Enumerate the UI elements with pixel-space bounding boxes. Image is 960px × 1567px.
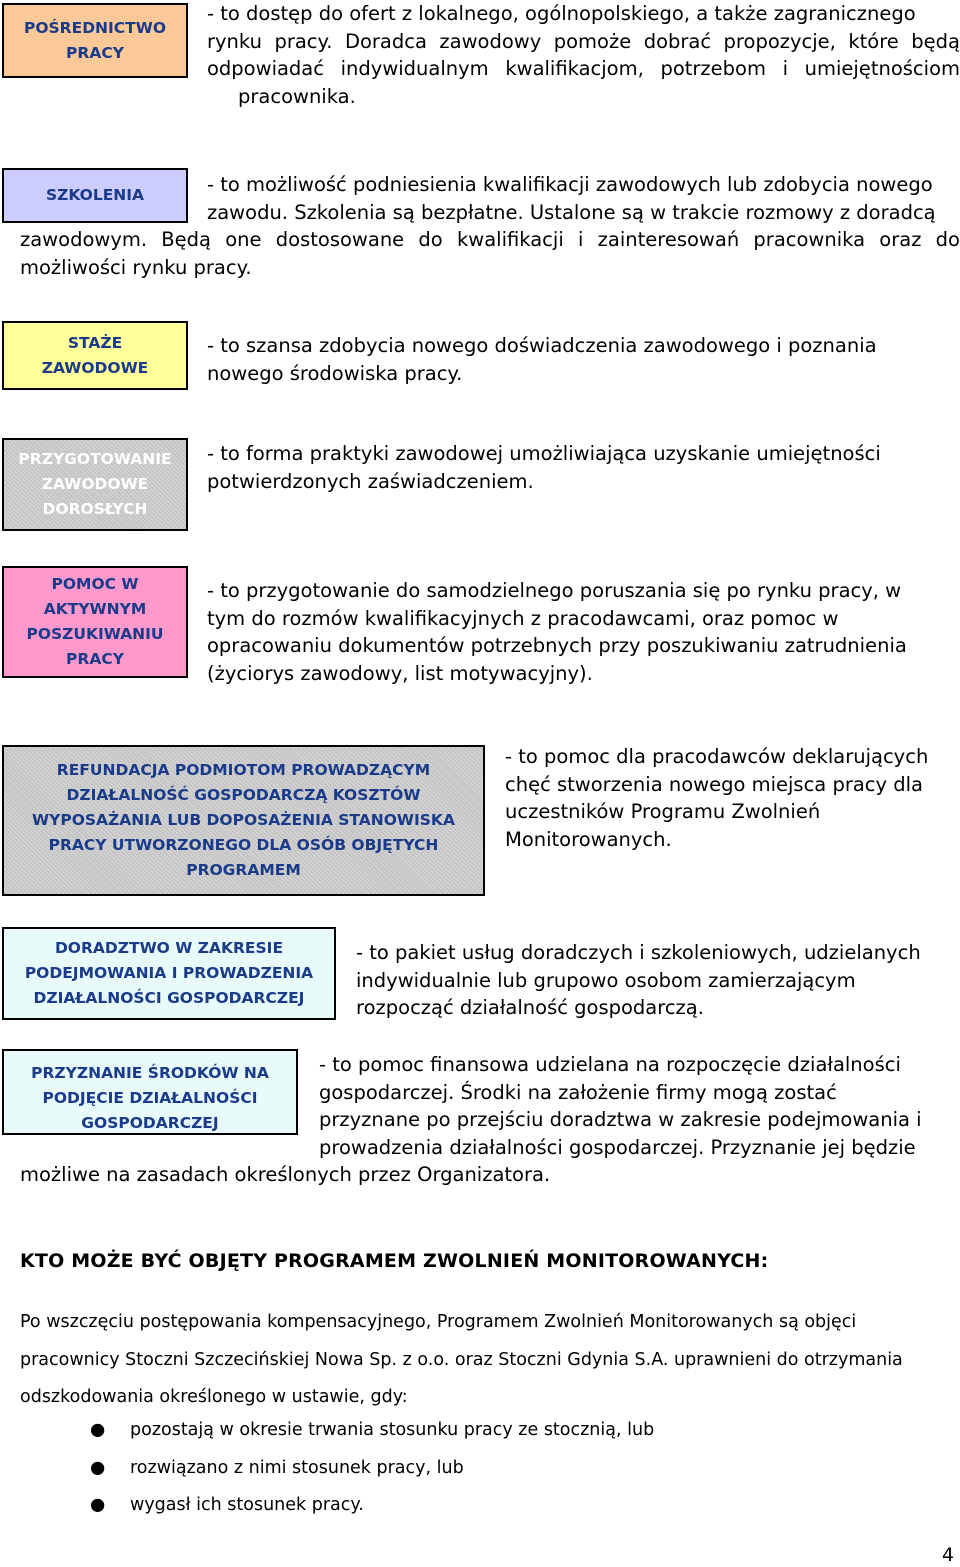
label-pomoc-w-poszukiwaniu: POMOC W AKTYWNYM POSZUKIWANIU PRACY (2, 566, 188, 678)
label-przyznanie-srodkow: PRZYZNANIE ŚRODKÓW NA PODJĘCIE DZIAŁALNOŚCI GOSPODARCZEJ (2, 1049, 298, 1135)
desc-posrednictwo-pracy: - to dostęp do ofert z lokalnego, ogólnopolskiego, a także zagranicznego rynku pracy. Doradca zawodowy pomoże dobrać propozycje, które będą odpowiadać indywidualnym kwalifikacjom, potrzebom i umiejętnościom pracownika. (207, 2, 960, 108)
label-szkolenia: SZKOLENIA (2, 168, 188, 223)
eligibility-list (90, 1412, 654, 1525)
list-item: ● wygasł ich stosunek pracy. (90, 1487, 654, 1525)
list-item: ● rozwiązano z nimi stosunek pracy, lub (90, 1450, 654, 1488)
intro-line: pracownicy Stoczni Szczecińskiej Nowa Sp. z o.o. oraz Stoczni Gdynia S.A. uprawnieni do otrzymania (20, 1349, 903, 1370)
page-number: 4 (941, 1544, 954, 1566)
intro-line: odszkodowania określonego w ustawie, gdy: (20, 1387, 408, 1407)
desc-szkolenia: - to możliwość podniesienia kwalifikacji zawodowych lub zdobycia nowego zawodu. Szkolenia są bezpłatne. Ustalone są w trakcie rozmowy z doradcą zawodowym. Będą one dostosowane do kwalifikacji i zainteresowań pracownika oraz do możliwości rynku pracy. (20, 173, 960, 279)
label-przygotowanie-zawodowe: PRZYGOTOWANIE ZAWODOWE DOROSŁYCH (2, 438, 188, 531)
list-item: ● pozostają w okresie trwania stosunku pracy ze stocznią, lub (90, 1412, 654, 1450)
desc-pomoc-w-poszukiwaniu: - to przygotowanie do samodzielnego poruszania się po rynku pracy, w tym do rozmów kwalifikacyjnych z pracodawcami, oraz pomoc w opracowaniu dokumentów potrzebnych przy poszukiwaniu zatrudnienia (życiorys zawodowy, list motywacyjny). (207, 579, 907, 685)
bullet-icon: ● (90, 1457, 106, 1478)
label-staze-zawodowe: STAŻE ZAWODOWE (2, 321, 188, 390)
section-heading: KTO MOŻE BYĆ OBJĘTY PROGRAMEM ZWOLNIEŃ MONITOROWANYCH: (20, 1250, 769, 1272)
desc-przyznanie-srodkow: - to pomoc finansowa udzielana na rozpoczęcie działalności gospodarczej. Środki na założenie firmy mogą zostać przyznane po przejściu doradztwa w zakresie podejmowania i prowadzenia działalności gospodarczej. Przyznanie jej będzie możliwe na zasadach określonych przez Organizatora. (20, 1053, 922, 1186)
intro-line: Po wszczęciu postępowania kompensacyjnego, Programem Zwolnień Monitorowanych są objęci (20, 1312, 857, 1332)
bullet-icon: ● (90, 1420, 106, 1440)
bullet-icon: ● (90, 1495, 106, 1515)
desc-staze-zawodowe: - to szansa zdobycia nowego doświadczenia zawodowego i poznania nowego środowiska pracy. (207, 334, 877, 385)
desc-przygotowanie-zawodowe: - to forma praktyki zawodowej umożliwiająca uzyskanie umiejętności potwierdzonych zaświadczeniem. (207, 442, 881, 493)
label-posrednictwo-pracy: POŚREDNICTWO PRACY (2, 3, 188, 78)
label-doradztwo: DORADZTWO W ZAKRESIE PODEJMOWANIA I PROWADZENIA DZIAŁALNOŚCI GOSPODARCZEJ (2, 927, 336, 1020)
desc-refundacja: - to pomoc dla pracodawców deklarujących chęć stworzenia nowego miejsca pracy dla uczestników Programu Zwolnień Monitorowanych. (505, 745, 929, 851)
section-intro (20, 1304, 960, 1417)
desc-doradztwo: - to pakiet usług doradczych i szkoleniowych, udzielanych indywidualnie lub grupowo osobom zamierzającym rozpocząć działalność gospodarczą. (356, 941, 921, 1019)
label-refundacja: REFUNDACJA PODMIOTOM PROWADZĄCYM DZIAŁALNOŚĆ GOSPODARCZĄ KOSZTÓW WYPOSAŻANIA LUB DOPOSAŻENIA STANOWISKA PRACY UTWORZONEGO DLA OSÓB OBJĘTYCH PROGRAMEM (2, 745, 485, 896)
